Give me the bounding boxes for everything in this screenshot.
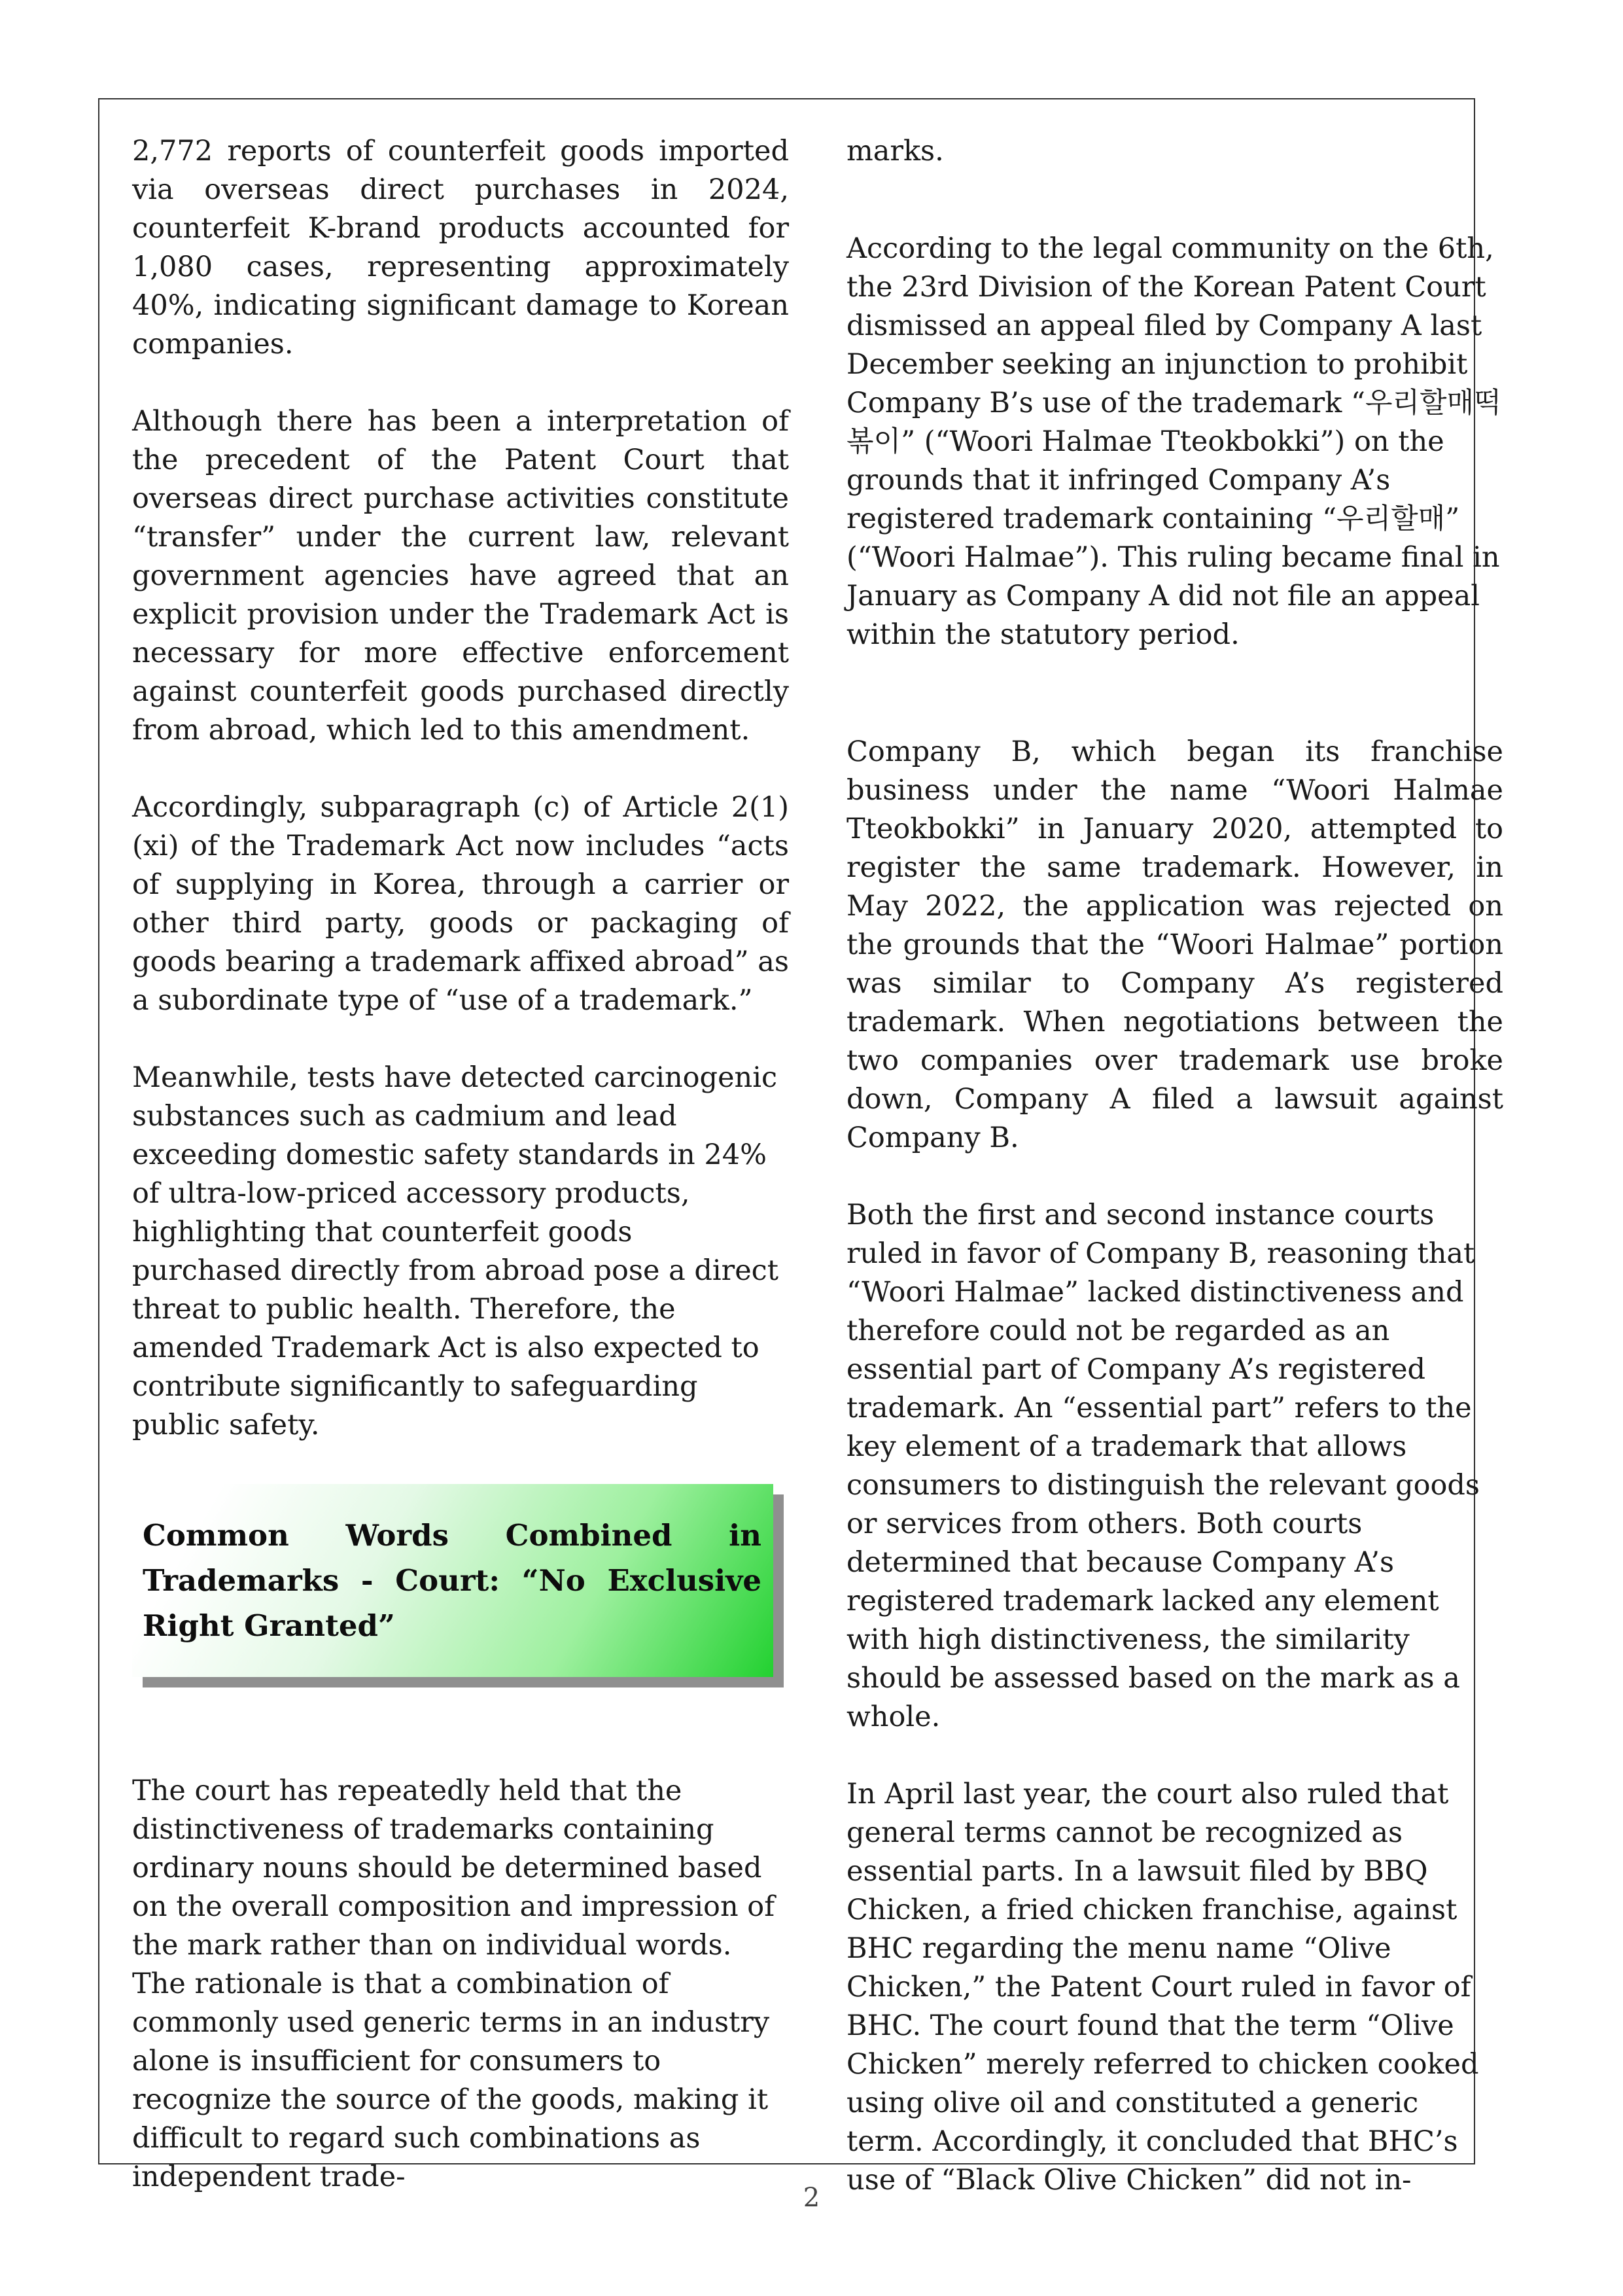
right-column [846, 132, 1503, 2238]
page-number: 2 [803, 2183, 820, 2213]
paragraph: According to the legal community on the 6th, the 23rd Division of the Korean Patent Court dismissed an appeal filed by Company A last December seeking an injunction to prohibit Company B’s use of the trademark “우리할매떡볶이” (“Woori Halmae Tteokbokki”) on the grounds that it infringed Company A’s registered trademark containing “우리할매” (“Woori Halmae”). This ruling became final in January as Company A did not file an appeal within the statutory period. [846, 232, 1501, 651]
paragraph: Meanwhile, tests have detected carcinogenic substances such as cadmium and lead exceeding domestic safety standards in 24% of ultra-low-priced accessory products, highlighting that counterfeit goods purchased directly from abroad pose a direct threat to public health. Therefore, the amended Trademark Act is also expected to contribute significantly to safeguarding public safety. [132, 1061, 779, 1441]
paragraph: In April last year, the court also ruled that general terms cannot be recognized as essential parts. In a lawsuit filed by BBQ Chicken, a fried chicken franchise, against BHC regarding the menu name “Olive Chicken,” the Patent Court ruled in favor of BHC. The court found that the term “Olive Chicken” merely referred to chicken cooked using olive oil and constituted a generic term. Accordingly, it concluded that BHC’s use of “Black Olive Chicken” did not in- [846, 1778, 1479, 2197]
paragraph: The court has repeatedly held that the distinctiveness of trademarks containing ordinary nouns should be determined based on the overall composition and impression of the mark rather than on individual words. The rationale is that a combination of commonly used generic terms in an industry alone is insufficient for consumers to recognize the source of the goods, making it difficult to regard such combinations as independent trade- [132, 1775, 775, 2193]
section-heading: Common Words Combined in Trademarks - Court: “No Exclusive Right Granted” [143, 1518, 761, 1643]
left-column [132, 132, 789, 2235]
paragraph-continuation: marks. [846, 135, 944, 168]
paragraph: Although there has been a interpretation of the precedent of the Patent Court that overseas direct purchase activities constitute “transfer” under the current law, relevant government agencies have agreed that an explicit provision under the Trademark Act is necessary for more effective enforcement against counterfeit goods purchased directly from abroad, which led to this amendment. [132, 405, 789, 747]
section-heading-box [132, 1484, 773, 1677]
paragraph: Company B, which began its franchise business under the name “Woori Halmae Tteokbokki” in January 2020, attempted to register the same trademark. However, in May 2022, the application was rejected on the grounds that the “Woori Halmae” portion was similar to Company A’s registered trademark. When negotiations between the two companies over trademark use broke down, Company A filed a lawsuit against Company B. [846, 735, 1503, 1154]
paragraph: 2,772 reports of counterfeit goods imported via overseas direct purchases in 2024, counterfeit K-brand products accounted for 1,080 cases, representing approximately 40%, indicating significant damage to Korean companies. [132, 135, 789, 361]
page-frame [98, 98, 1503, 2197]
paragraph: Accordingly, subparagraph (c) of Article 2(1)(xi) of the Trademark Act now includes “acts of supplying in Korea, through a carrier or other third party, goods or packaging of goods bearing a trademark affixed abroad” as a subordinate type of “use of a trademark.” [132, 791, 789, 1017]
paragraph: Both the first and second instance courts ruled in favor of Company B, reasoning that “Woori Halmae” lacked distinctiveness and therefore could not be regarded as an essential part of Company A’s registered trademark. An “essential part” refers to the key element of a trademark that allows consumers to distinguish the relevant goods or services from others. Both courts determined that because Company A’s registered trademark lacked any element with high distinctiveness, the similarity should be assessed based on the mark as a whole. [846, 1199, 1480, 1733]
